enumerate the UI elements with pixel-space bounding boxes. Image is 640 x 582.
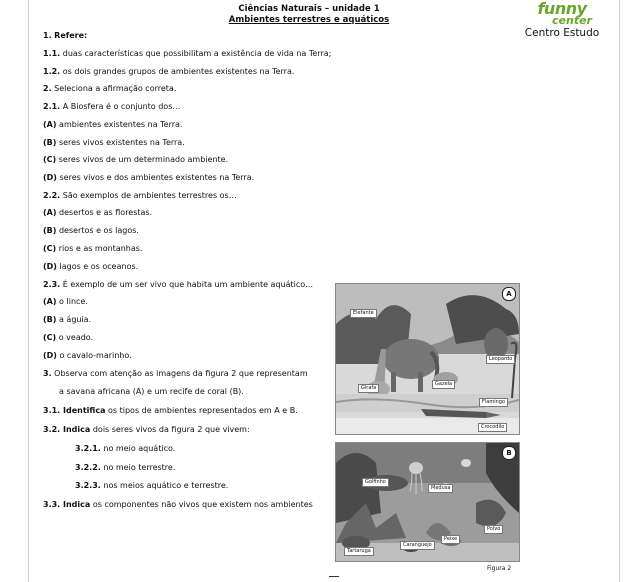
option-letter: (B) — [43, 138, 57, 147]
funny-center-logo — [517, 2, 607, 39]
question-number: 2.2. — [43, 191, 61, 200]
question-number: 3.2. — [43, 425, 61, 434]
question-number: 3. — [43, 369, 52, 378]
question-3-2-1 — [75, 443, 175, 454]
option-letter: (C) — [43, 244, 57, 253]
option-letter: (B) — [43, 315, 57, 324]
option-text: desertos e os lagos. — [56, 226, 139, 235]
unit-subtitle: Ambientes terrestres e aquáticos — [228, 15, 390, 25]
question-number: 1.1. — [43, 49, 61, 58]
option-d — [43, 350, 132, 361]
question-text: Observa com atenção as imagens da figura 2 que representam — [51, 369, 308, 378]
option-text: desertos e as florestas. — [56, 208, 153, 217]
logo-brand-bottom: center — [552, 14, 592, 27]
question-text: os dois grandes grupos de ambientes existentes na Terra. — [60, 67, 295, 76]
question-verb: Identifica — [60, 406, 106, 415]
option-text: o cavalo-marinho. — [56, 351, 132, 360]
option-b — [43, 225, 139, 236]
option-letter: (A) — [43, 208, 57, 217]
option-letter: (A) — [43, 297, 57, 306]
label-leopardo: Leopardo — [486, 355, 515, 364]
label-polvo: Polvo — [484, 525, 503, 534]
question-text: os tipos de ambientes representados em A e B. — [105, 406, 298, 415]
option-b — [43, 137, 185, 148]
question-text: Seleciona a afirmação correta. — [51, 84, 177, 93]
option-c — [43, 332, 93, 343]
question-text: Refere: — [54, 31, 88, 40]
question-1-2 — [43, 66, 294, 77]
option-text: seres vivos de um determinado ambiente. — [56, 155, 229, 164]
label-tartaruga: Tartaruga — [344, 547, 374, 556]
question-text: São exemplos de ambientes terrestres os… — [60, 191, 237, 200]
question-number: 3.2.2. — [75, 463, 101, 472]
option-letter: (A) — [43, 120, 57, 129]
question-number: 3.3. — [43, 500, 61, 509]
question-number: 2.1. — [43, 102, 61, 111]
option-c — [43, 243, 142, 254]
question-verb: Indica — [60, 500, 91, 509]
question-text: A Biosfera é o conjunto dos… — [60, 102, 181, 111]
option-c — [43, 154, 228, 165]
option-letter: (B) — [43, 226, 57, 235]
figure-a-savanna — [335, 283, 520, 435]
question-text: no meio aquático. — [100, 444, 176, 453]
label-elefante: Elefante — [350, 309, 377, 318]
question-text: a savana africana (A) e um recife de coral (B). — [59, 387, 244, 396]
figure-b-badge: B — [502, 446, 516, 460]
label-flamingo: Flamingo — [479, 398, 508, 407]
question-text: no meio terrestre. — [100, 463, 176, 472]
question-3-3 — [43, 499, 313, 510]
question-3-2 — [43, 424, 250, 435]
worksheet-page — [28, 0, 620, 582]
figure-b-coral-reef — [335, 442, 520, 562]
question-number: 3.2.3. — [75, 481, 101, 490]
question-text: duas características que possibilitam a existência de vida na Terra; — [60, 49, 332, 58]
question-3-2-3 — [75, 480, 228, 491]
question-text: É exemplo de um ser vivo que habita um ambiente aquático… — [60, 280, 314, 289]
option-letter: (C) — [43, 155, 57, 164]
question-text: os componentes não vivos que existem nos ambientes — [90, 500, 313, 509]
option-a — [43, 119, 182, 130]
option-letter: (C) — [43, 333, 57, 342]
label-peixe: Peixe — [441, 535, 460, 544]
label-medusa: Medusa — [428, 484, 453, 493]
logo-brand-top: funny — [537, 0, 587, 18]
option-text: seres vivos existentes na Terra. — [56, 138, 185, 147]
question-1-1 — [43, 48, 331, 59]
question-3 — [43, 368, 308, 379]
question-2-3 — [43, 279, 313, 290]
option-text: seres vivos e dos ambientes existentes na Terra. — [56, 173, 255, 182]
option-text: lagos e os oceanos. — [56, 262, 139, 271]
subject-title: Ciências Naturais – unidade 1 — [238, 4, 380, 14]
question-2-1 — [43, 101, 180, 112]
option-letter: (D) — [43, 262, 57, 271]
question-number: 1. — [43, 31, 52, 40]
option-d — [43, 261, 138, 272]
question-text: nos meios aquático e terrestre. — [100, 481, 229, 490]
figure-a-badge: A — [502, 287, 516, 301]
option-a — [43, 207, 152, 218]
question-3-1 — [43, 405, 298, 416]
logo-tagline: Centro Estudo — [524, 27, 600, 39]
page-footer-mark — [329, 576, 339, 577]
option-text: rios e as montanhas. — [56, 244, 143, 253]
question-2 — [43, 83, 176, 94]
question-number: 1.2. — [43, 67, 61, 76]
option-text: o lince. — [56, 297, 88, 306]
option-letter: (D) — [43, 173, 57, 182]
question-text: dois seres vivos da figura 2 que vivem: — [90, 425, 250, 434]
label-girafa: Girafa — [358, 384, 379, 393]
question-3-2-2 — [75, 462, 175, 473]
option-text: a águia. — [56, 315, 92, 324]
question-3-continuation — [59, 386, 244, 397]
question-number: 2. — [43, 84, 52, 93]
question-number: 3.2.1. — [75, 444, 101, 453]
option-b — [43, 314, 91, 325]
option-letter: (D) — [43, 351, 57, 360]
option-text: o veado. — [56, 333, 94, 342]
option-d — [43, 172, 254, 183]
question-number: 3.1. — [43, 406, 61, 415]
option-text: ambientes existentes na Terra. — [56, 120, 183, 129]
question-verb: Indica — [60, 425, 91, 434]
question-number: 2.3. — [43, 280, 61, 289]
figure-caption: Figura 2 — [487, 565, 512, 572]
worksheet-header — [169, 4, 449, 26]
label-caranguejo: Caranguejo — [400, 541, 435, 550]
label-golfinho: Golfinho — [362, 478, 389, 487]
question-2-2 — [43, 190, 237, 201]
question-1 — [43, 30, 87, 41]
label-crocodilo: Crocodilo — [478, 423, 507, 432]
option-a — [43, 296, 88, 307]
label-gazela: Gazela — [432, 380, 455, 389]
